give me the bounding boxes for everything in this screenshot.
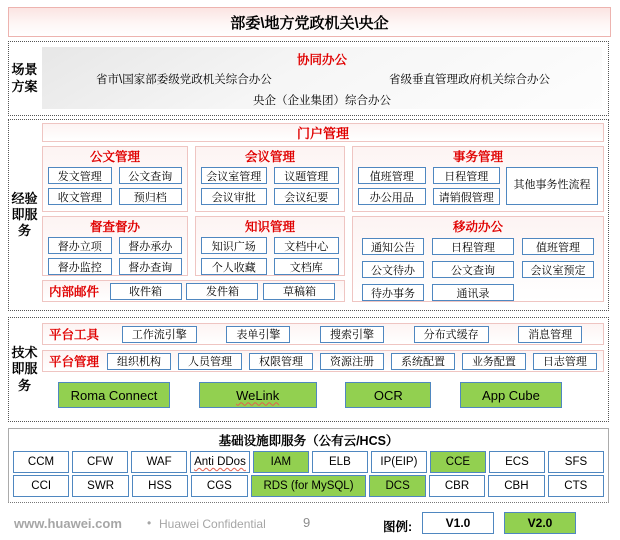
feature-box: 值班管理 <box>358 167 426 184</box>
scenario-item: 省级垂直管理政府机关综合办公 <box>389 74 550 86</box>
mgmt-box: 资源注册 <box>320 353 384 370</box>
band-title: 平台管理 <box>49 355 100 369</box>
feature-box: 日程管理 <box>433 167 501 184</box>
feature-box: 文档中心 <box>274 237 340 254</box>
group-knowledge <box>195 216 345 276</box>
group-title: 公文管理 <box>89 150 140 164</box>
feature-box: 会议室管理 <box>201 167 267 184</box>
platform-management-band <box>42 350 604 372</box>
technology-section <box>8 317 609 422</box>
feature-box: 会议纪要 <box>274 188 340 205</box>
page-title: 部委\地方党政机关\央企 <box>8 7 611 37</box>
experience-grid <box>42 146 604 302</box>
feature-box: 通知公告 <box>362 238 424 255</box>
page-number: 9 <box>303 515 311 530</box>
platform-tools-band <box>42 323 604 345</box>
tool-box: 搜索引擎 <box>320 326 384 343</box>
mgmt-box: 组织机构 <box>107 353 171 370</box>
band-title: 平台工具 <box>49 328 100 342</box>
group-affairs <box>352 146 604 212</box>
feature-box: 督办查询 <box>119 258 183 275</box>
feature-box-other-workflows: 其他事务性流程 <box>506 167 598 205</box>
feature-box: 个人收藏 <box>201 258 267 275</box>
group-supervision <box>42 216 188 276</box>
service-box: CGS <box>191 475 247 497</box>
experience-content <box>42 123 604 307</box>
group-title: 会议管理 <box>244 150 295 164</box>
feature-box: 公文查询 <box>119 167 183 184</box>
service-box: IP(EIP) <box>371 451 427 473</box>
group-title: 移动办公 <box>452 220 503 234</box>
service-box: CBR <box>429 475 485 497</box>
confidential-label: Huawei Confidential <box>159 517 266 531</box>
technology-section-label: 技术即服务 <box>11 345 38 393</box>
infrastructure-row-2 <box>13 475 604 497</box>
service-box: Anti DDos <box>190 451 250 473</box>
feature-box: 待办事务 <box>362 284 424 301</box>
scenario-section-label: 场景方案 <box>11 62 38 94</box>
service-box: ELB <box>312 451 368 473</box>
service-box: CCI <box>13 475 69 497</box>
service-box: IAM <box>253 451 309 473</box>
scenario-title: 协同办公 <box>296 53 347 67</box>
mgmt-box: 权限管理 <box>249 353 313 370</box>
mgmt-box: 业务配置 <box>462 353 526 370</box>
service-box: CFW <box>72 451 128 473</box>
tool-box: 工作流引擎 <box>122 326 197 343</box>
product-row <box>42 382 604 408</box>
service-box: SFS <box>548 451 604 473</box>
group-document <box>42 146 188 212</box>
feature-box: 公文查询 <box>432 261 514 278</box>
scenario-item: 央企（企业集团）综合办公 <box>253 95 391 107</box>
experience-section <box>8 119 609 311</box>
scenario-box <box>42 47 602 109</box>
feature-box: 发文管理 <box>48 167 112 184</box>
legend-v2-badge: V2.0 <box>504 512 576 534</box>
service-box: HSS <box>132 475 188 497</box>
group-title: 内部邮件 <box>49 285 100 299</box>
mgmt-box: 人员管理 <box>178 353 242 370</box>
service-box: CBH <box>488 475 544 497</box>
tool-box: 表单引擎 <box>226 326 290 343</box>
product-roma-connect: Roma Connect <box>58 382 170 408</box>
group-internal-mail <box>42 280 345 302</box>
group-title: 知识管理 <box>244 220 295 234</box>
portal-management-band: 门户管理 <box>42 123 604 142</box>
group-mobile-office <box>352 216 604 302</box>
service-box: CTS <box>548 475 604 497</box>
huawei-website: www.huawei.com <box>14 516 122 531</box>
mgmt-box: 日志管理 <box>533 353 597 370</box>
product-welink: WeLink <box>199 382 317 408</box>
feature-box: 日程管理 <box>432 238 514 255</box>
group-title: 督查督办 <box>89 220 140 234</box>
bullet-icon: • <box>147 516 152 530</box>
feature-box: 草稿箱 <box>263 283 335 300</box>
feature-box: 会议审批 <box>201 188 267 205</box>
feature-box: 督办承办 <box>119 237 183 254</box>
feature-box: 收件箱 <box>110 283 182 300</box>
feature-box: 文档库 <box>274 258 340 275</box>
legend-label: 图例: <box>383 520 413 534</box>
service-box: ECS <box>489 451 545 473</box>
mgmt-box: 系统配置 <box>391 353 455 370</box>
service-box: DCS <box>369 475 425 497</box>
feature-box: 请销假管理 <box>433 188 501 205</box>
service-box: WAF <box>131 451 187 473</box>
feature-box: 议题管理 <box>274 167 340 184</box>
group-meeting <box>195 146 345 212</box>
technology-content <box>42 321 604 418</box>
feature-box: 督办监控 <box>48 258 112 275</box>
feature-box: 值班管理 <box>522 238 594 255</box>
feature-box: 发件箱 <box>186 283 258 300</box>
feature-box: 收文管理 <box>48 188 112 205</box>
service-box: RDS (for MySQL) <box>251 475 367 497</box>
infrastructure-row-1 <box>13 451 604 473</box>
feature-box: 预归档 <box>119 188 183 205</box>
service-box: CCM <box>13 451 69 473</box>
feature-box: 公文待办 <box>362 261 424 278</box>
feature-box: 督办立项 <box>48 237 112 254</box>
infrastructure-title: 基础设施即服务（公有云/HCS） <box>218 434 399 448</box>
feature-box: 通讯录 <box>432 284 514 301</box>
scenario-row <box>52 68 592 87</box>
service-box: CCE <box>430 451 486 473</box>
scenario-item: 省市\国家部委级党政机关综合办公 <box>96 74 272 86</box>
product-app-cube: App Cube <box>460 382 562 408</box>
feature-box: 会议室预定 <box>522 261 594 278</box>
feature-box: 知识广场 <box>201 237 267 254</box>
service-box: SWR <box>72 475 128 497</box>
feature-box: 办公用品 <box>358 188 426 205</box>
product-ocr: OCR <box>345 382 431 408</box>
infrastructure-section <box>8 428 609 503</box>
experience-section-label: 经验即服务 <box>11 190 38 239</box>
scenario-section <box>8 41 609 116</box>
legend-v1-badge: V1.0 <box>422 512 494 534</box>
tool-box: 分布式缓存 <box>414 326 489 343</box>
group-title: 事务管理 <box>452 150 503 164</box>
tool-box: 消息管理 <box>518 326 582 343</box>
